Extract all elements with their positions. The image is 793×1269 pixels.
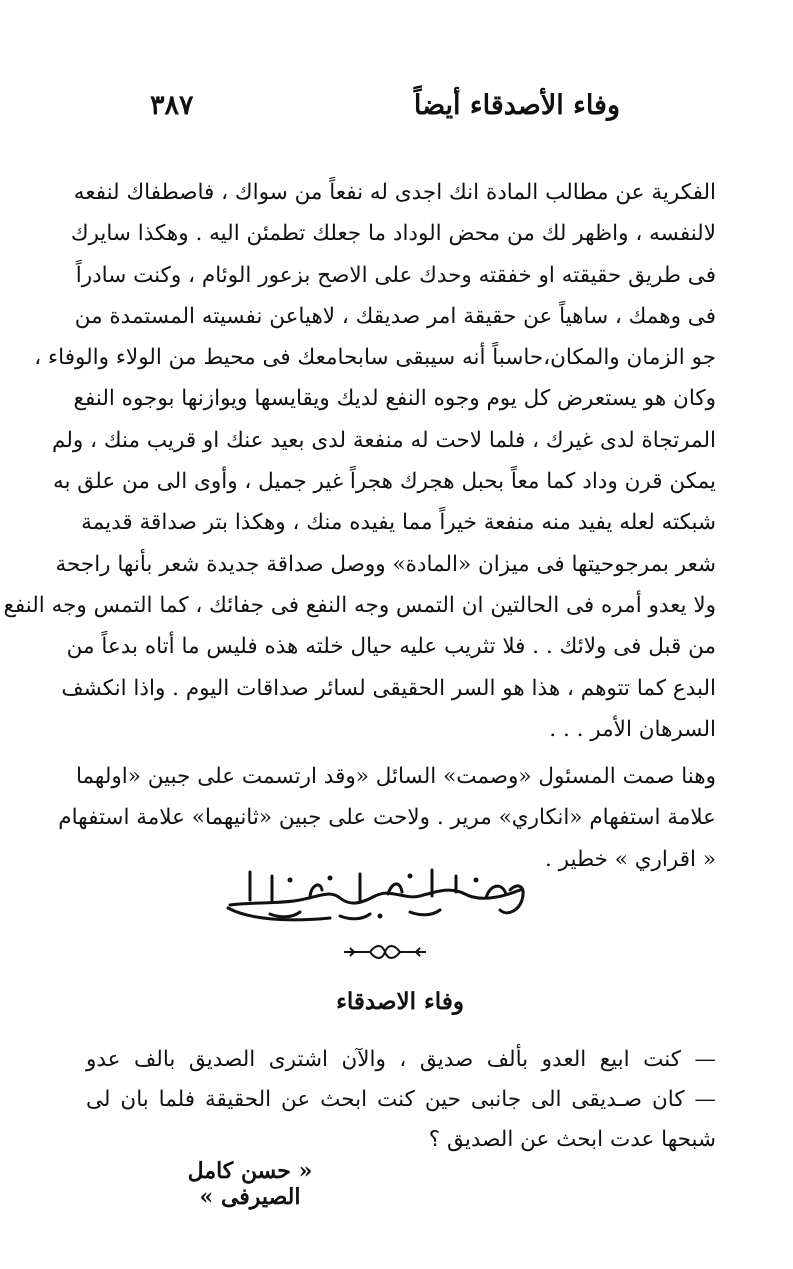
- text-line: فى طريق حقيقته او خفقته وحدك على الاصح بزعور الوئام ، وكنت سادراً: [75, 262, 716, 288]
- text-line: البدع كما تتوهم ، هذا هو السر الحقيقى لسائر صداقات اليوم . واذا انكشف: [61, 675, 716, 701]
- running-title: وفاء الأصدقاء أيضاً: [413, 90, 620, 121]
- text-line: شبكته لعله يفيد منه منفعة خيراً مما يفيده منك ، وهكذا بتر صداقة قديمة: [81, 510, 716, 536]
- poem-line: — كنت ابيع العدو بألف صديق ، والآن اشترى الصديق بالف عدو: [86, 1047, 716, 1072]
- article-body: [3, 172, 716, 880]
- poem-title: وفاء الاصدقاء: [336, 988, 464, 1015]
- text-line: جو الزمان والمكان،حاسباً أنه سيبقى سابحامعك فى محيط من الولاء والوفاء ،: [34, 345, 716, 371]
- text-line: وكان هو يستعرض كل يوم وجوه النفع لديك ويقايسها ويوازنها بوجوه النفع: [73, 386, 716, 412]
- text-line: المرتجاة لدى غيرك ، فلما لاحت له منفعة لدى بعيد عنك او قريب منك ، ولم: [52, 427, 716, 453]
- text-line: وهنا صمت المسئول «وصمت» السائل «وقد ارتسمت على جبين «اولهما: [75, 764, 716, 790]
- poem-line: شبحها عدت ابحث عن الصديق ؟: [428, 1127, 716, 1152]
- signature: [210, 860, 540, 930]
- text-line: شعر بمرجوحيتها فى ميزان «المادة» ووصل صداقة جديدة شعر بأنها راجحة: [55, 551, 716, 577]
- text-line: الفكرية عن مطالب المادة انك اجدى له نفعاً من سواك ، فاصطفاك لنفعه: [73, 180, 716, 205]
- poem-line: — كان صـديقى الى جانبى حين كنت ابحث عن الحقيقة فلما بان لى: [86, 1087, 716, 1112]
- text-line: فى وهمك ، ساهياً عن حقيقة امر صديقك ، لاهياعن نفسيته المستمدة من: [74, 303, 716, 329]
- text-line: « اقراري » خطير .: [544, 846, 716, 872]
- page-header: [150, 90, 620, 130]
- text-line: من قبل فى ولائك . . فلا تثريب عليه حيال خلته هذه فليس ما أتاه بدعاً من: [66, 634, 716, 660]
- text-line: ولا يعدو أمره فى الحالتين ان التمس وجه النفع فى جفائك ، كما التمس وجه النفع: [3, 592, 716, 618]
- poem-lines: [86, 1040, 716, 1160]
- text-line: علامة استفهام «انكاري» مرير . ولاحت على جبين «ثانيهما» علامة استفهام: [58, 805, 716, 831]
- ornament-divider-icon: [340, 942, 430, 962]
- text-line: لالنفسه ، واظهر لك من محض الوداد ما جعلك تطمئن اليه . وهكذا سايرك: [70, 221, 716, 247]
- text-line: السرهان الأمر . . .: [549, 716, 716, 742]
- text-line: يمكن قرن وداد كما معاً بحبل هجرك هجراً غير جميل ، وأوى الى من علق به: [52, 469, 716, 495]
- signature-graphic: [210, 860, 540, 930]
- page-number: ٣٨٧: [150, 90, 194, 121]
- poem-author: « حسن كامل الصيرفى »: [187, 1158, 313, 1210]
